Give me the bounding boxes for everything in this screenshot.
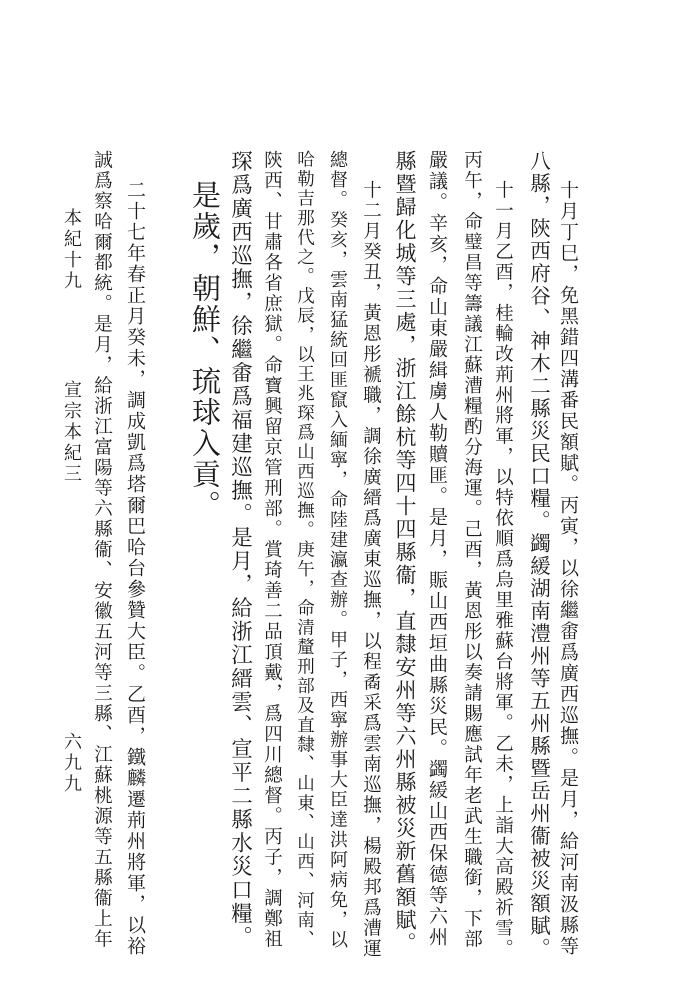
text-column: 嚴議。辛亥，命山東嚴緝虜人勒贖匪。是月，賑山西垣曲縣災民。蠲緩山西保德等六州	[426, 150, 448, 948]
page-number: 六九九	[61, 732, 82, 795]
text-column: 十一月乙酉，桂輪改荊州將軍，以特依順爲烏里雅蘇台將軍。乙未，上詣大高殿祈雪。	[492, 180, 514, 959]
section-header: 宣宗本紀三	[61, 380, 82, 485]
text-column: 丙午，命璧昌等籌議江蘇漕糧酌分海運。己酉，黃恩彤以奏請賜應試年老武生職銜，下部	[461, 150, 483, 950]
text-column: 陝西、甘肅各省庶獄。命寶興留京管刑部。賞琦善二品頂戴，爲四川總督。丙子，調鄭祖	[261, 150, 283, 950]
text-column: 縣暨歸化城等三處，浙江餘杭等四十四縣衞，直隸安州等六州縣被災新舊額賦。	[393, 150, 417, 955]
text-column: 八縣，陝西府谷、神木二縣災民口糧。蠲緩湖南澧州等五州縣暨岳州衞被災額賦。	[526, 150, 551, 960]
text-column: 十二月癸丑，黃恩彤褫職，調徐廣縉爲廣東巡撫，以程矞采爲雲南巡撫，楊殿邦爲漕運	[360, 180, 382, 959]
text-column: 總督。癸亥，雲南猛統回匪竄入緬寧，命陸建瀛查辦。甲子，西寧辦事大臣達洪阿病免，以	[327, 150, 348, 950]
text-column: 二十七年春正月癸未，調成凱爲塔爾巴哈台參贊大臣。乙酉，鐵麟遷荊州將軍，以裕	[124, 180, 146, 957]
text-column: 十月丁巳，免黑錯四溝番民額賦。丙寅，以徐繼畬爲廣西巡撫。是月，給河南汲縣等	[557, 180, 579, 957]
text-column: 是歲，朝鮮、琉球入貢。	[188, 180, 222, 521]
chapter-header: 本紀十九	[61, 208, 82, 292]
text-column: 誠爲察哈爾都統。是月，給浙江富陽等六縣衞、安徽五河等三縣、江蘇桃源等五縣衞上年	[91, 150, 113, 950]
text-column: 琛爲廣西巡撫，徐繼畬爲福建巡撫。是月，給浙江縉雲、宣平二縣水災口糧。	[227, 150, 253, 949]
text-column: 哈勒吉那代之。戊辰，以王兆琛爲山西巡撫。庚午，命清釐刑部及直隸、山東、山西、河南、	[294, 150, 315, 950]
